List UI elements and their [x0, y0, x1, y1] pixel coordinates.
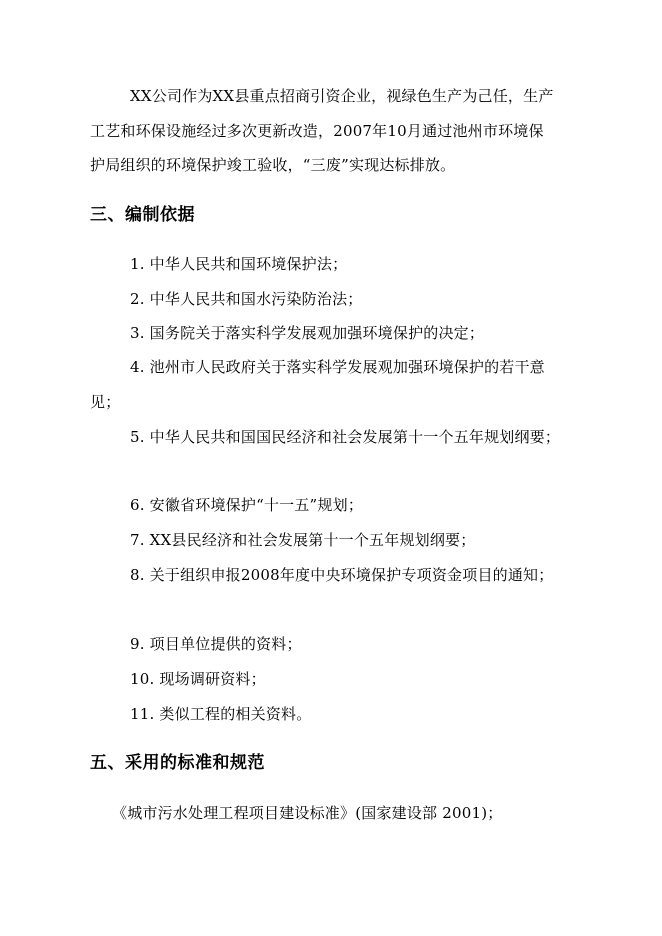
list-item: 3. 国务院关于落实科学发展观加强环境保护的决定； [130, 324, 485, 342]
list-item: 2. 中华人民共和国水污染防治法； [130, 290, 363, 308]
list-item: 4. 池州市人民政府关于落实科学发展观加强环境保护的若干意 [130, 358, 545, 376]
list-item: 6. 安徽省环境保护“十一五”规划； [130, 496, 364, 514]
list-item: 11. 类似工程的相关资料。 [130, 705, 312, 723]
list-item-continuation: 见； [90, 393, 121, 411]
intro-line-2: 工艺和环保设施经过多次更新改造，2007年10月通过池州市环境保 [90, 122, 544, 140]
list-item: 7. XX县民经济和社会发展第十一个五年规划纲要； [130, 531, 476, 549]
list-item: 10. 现场调研资料； [130, 670, 266, 688]
list-item: 9. 项目单位提供的资料； [130, 635, 302, 653]
section-heading-3: 三、编制依据 [90, 205, 195, 225]
list-item: 8. 关于组织申报2008年度中央环境保护专项资金项目的通知； [130, 566, 554, 584]
list-item: 1. 中华人民共和国环境保护法； [130, 255, 348, 273]
intro-line-3: 护局组织的环境保护竣工验收，“三废”实现达标排放。 [90, 156, 456, 174]
intro-line-1: XX公司作为XX县重点招商引资企业，视绿色生产为己任，生产 [130, 87, 554, 105]
list-item: 5. 中华人民共和国国民经济和社会发展第十一个五年规划纲要； [130, 428, 561, 446]
standard-line: 《城市污水处理工程项目建设标准》(国家建设部 2001)； [112, 804, 503, 822]
section-heading-5: 五、采用的标准和规范 [90, 753, 265, 773]
